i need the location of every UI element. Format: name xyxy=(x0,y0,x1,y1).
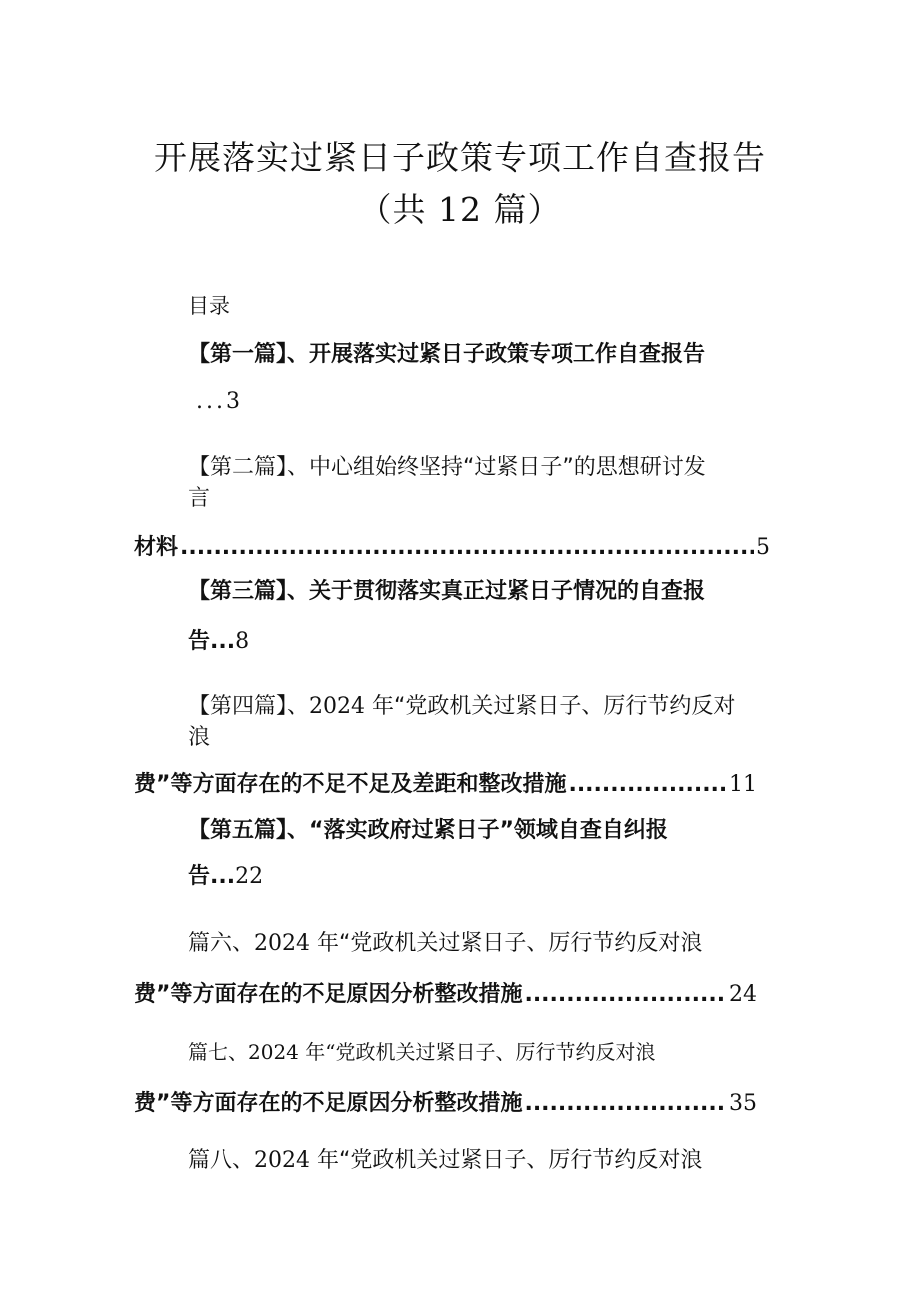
document-title: 开展落实过紧日子政策专项工作自查报告 xyxy=(154,138,766,177)
dot-leader xyxy=(180,533,754,563)
toc-entry-7-prefix: 篇七、 xyxy=(188,1040,248,1064)
toc-entry-4-page: 11 xyxy=(729,772,757,797)
toc-entry-3[interactable] xyxy=(188,577,705,607)
dot-leader xyxy=(524,980,727,1010)
toc-entry-8-prefix: 篇八、 xyxy=(188,1148,255,1173)
toc-entry-6-prefix: 篇六、 xyxy=(188,931,255,956)
toc-entry-8-text: 年“党政机关过紧日子、厉行节约反对浪 xyxy=(310,1148,703,1173)
toc-entry-6-page: 24 xyxy=(729,982,757,1007)
toc-entry-5-text: 【第五篇】、“落实政府过紧日子”领域自查自纠报 xyxy=(188,818,668,843)
toc-entry-4-year: 2024 xyxy=(309,694,366,719)
toc-entry-4-cont: 费”等方面存在的不足不足及差距和整改措施 xyxy=(134,772,567,797)
toc-entry-4-leader xyxy=(134,770,757,800)
toc-entry-6-cont: 费”等方面存在的不足原因分析整改措施 xyxy=(134,982,523,1007)
toc-entry-1-text: 【第一篇】、开展落实过紧日子政策专项工作自查报告 xyxy=(188,342,706,367)
toc-entry-6-leader xyxy=(134,980,757,1010)
toc-entry-3-text: 【第三篇】、关于贯彻落实真正过紧日子情况的自查报 xyxy=(188,579,706,604)
toc-entry-7-leader xyxy=(134,1089,757,1119)
toc-entry-5-tail-text: 告... xyxy=(188,864,236,889)
toc-entry-7[interactable] xyxy=(188,1037,656,1067)
toc-entry-7-text: 年“党政机关过紧日子、厉行节约反对浪 xyxy=(298,1040,656,1064)
toc-entry-4-prefix: 【第四篇】、 xyxy=(188,694,310,719)
toc-entry-7-year: 2024 xyxy=(248,1040,299,1064)
toc-entry-8[interactable] xyxy=(188,1146,702,1176)
document-subtitle: （共 12 篇） xyxy=(358,190,562,229)
toc-entry-5[interactable] xyxy=(188,816,668,846)
toc-entry-3-tail xyxy=(188,627,249,657)
toc-entry-2-cont: 材料 xyxy=(134,535,179,560)
toc-entry-5-tail xyxy=(188,862,263,892)
dot-leader xyxy=(524,1089,727,1119)
dot-leader xyxy=(568,770,727,800)
toc-entry-2-leader xyxy=(134,533,770,563)
toc-entry-2-wrap: 言 xyxy=(188,486,211,511)
toc-entry-8-year: 2024 xyxy=(254,1148,311,1173)
toc-entry-6-year: 2024 xyxy=(254,931,311,956)
toc-entry-7-cont: 费”等方面存在的不足原因分析整改措施 xyxy=(134,1091,523,1116)
toc-entry-4-text: 年“党政机关过紧日子、厉行节约反对 xyxy=(365,694,736,719)
toc-entry-5-page: 22 xyxy=(235,864,264,889)
toc-entry-2-page: 5 xyxy=(756,535,770,560)
toc-entry-3-tail-text: 告... xyxy=(188,629,236,654)
toc-entry-2-text: 【第二篇】、中心组始终坚持“过紧日子”的思想研讨发 xyxy=(188,455,706,480)
toc-entry-1[interactable] xyxy=(188,340,705,370)
toc-entry-6-text: 年“党政机关过紧日子、厉行节约反对浪 xyxy=(310,931,703,956)
toc-entry-6[interactable] xyxy=(188,929,702,959)
toc-entry-3-page: 8 xyxy=(235,629,250,654)
toc-entry-1-page: ...3 xyxy=(196,389,243,414)
toc-entry-4-wrap: 浪 xyxy=(188,725,211,750)
toc-entry-7-page: 35 xyxy=(729,1091,757,1116)
toc-label: 目录 xyxy=(188,294,230,318)
toc-entry-2[interactable] xyxy=(188,453,706,483)
toc-entry-4[interactable] xyxy=(188,692,735,722)
